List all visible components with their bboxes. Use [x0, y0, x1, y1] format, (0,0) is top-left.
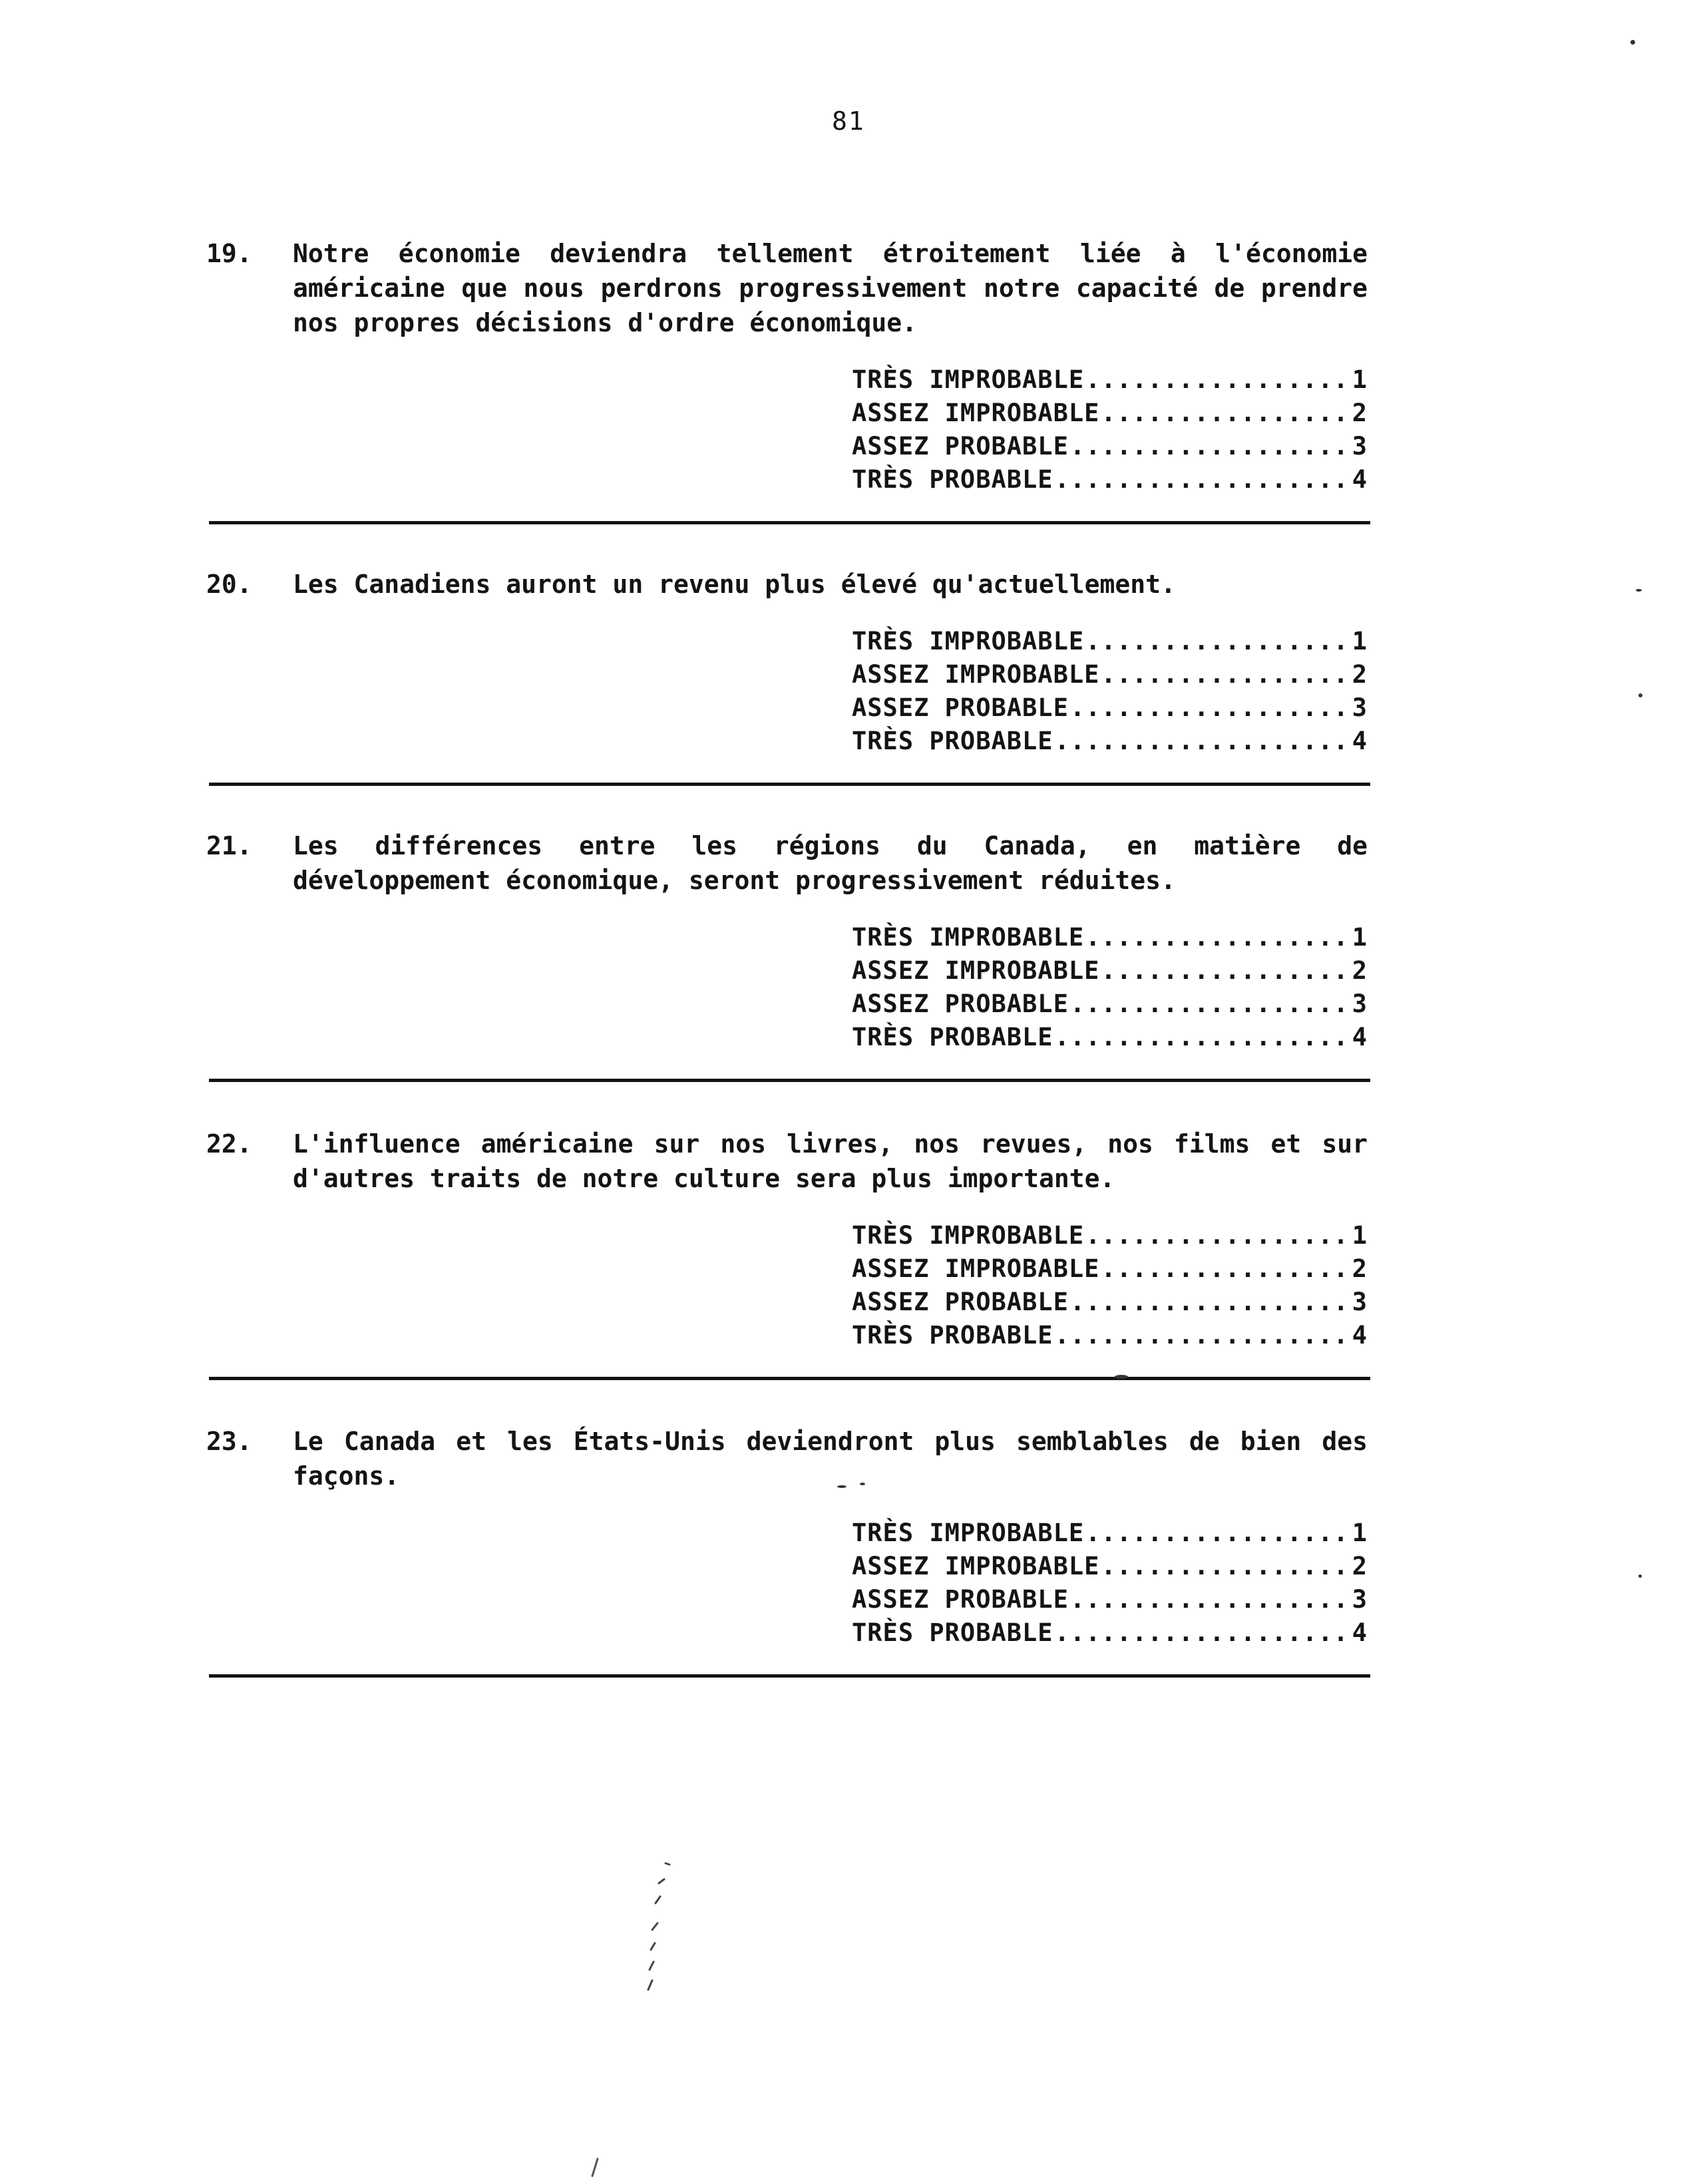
question-header	[206, 236, 1368, 340]
option-label: ASSEZ PROBABLE	[852, 1585, 1069, 1614]
option-label: ASSEZ IMPROBABLE	[852, 956, 1100, 985]
question-header	[206, 828, 1368, 898]
option-label: ASSEZ IMPROBABLE	[852, 660, 1100, 689]
option-code: 1	[1352, 1221, 1368, 1250]
option-label: TRÈS PROBABLE	[852, 727, 1053, 755]
leader-dots	[1055, 1321, 1351, 1350]
leader-dots	[1070, 432, 1351, 460]
option-code: 3	[1352, 432, 1368, 460]
leader-dots	[1085, 1221, 1351, 1250]
option-label: TRÈS IMPROBABLE	[852, 1221, 1085, 1250]
option-code: 3	[1352, 1288, 1368, 1316]
option-label: TRÈS PROBABLE	[852, 1618, 1053, 1647]
option-label: TRÈS PROBABLE	[852, 465, 1053, 494]
scan-speck	[1636, 589, 1642, 592]
question-23	[206, 1424, 1368, 1678]
scan-speck	[1115, 1375, 1128, 1379]
leader-dots	[1055, 727, 1351, 755]
option-code: 1	[1352, 365, 1368, 394]
option-code: 3	[1352, 693, 1368, 722]
option-tres-probable	[852, 465, 1368, 498]
option-assez-improbable	[852, 660, 1368, 693]
option-code: 2	[1352, 956, 1368, 985]
pencil-mark	[619, 1850, 699, 2070]
option-tres-probable	[852, 1023, 1368, 1056]
option-assez-improbable	[852, 1254, 1368, 1288]
scan-speck	[1630, 40, 1635, 45]
option-code: 2	[1352, 660, 1368, 689]
option-code: 4	[1352, 465, 1368, 494]
question-20	[206, 567, 1368, 786]
option-assez-improbable	[852, 956, 1368, 990]
option-label: TRÈS PROBABLE	[852, 1321, 1053, 1350]
option-tres-improbable	[852, 1221, 1368, 1254]
option-label: TRÈS IMPROBABLE	[852, 1519, 1085, 1547]
option-label: TRÈS IMPROBABLE	[852, 923, 1085, 952]
answer-options	[852, 1221, 1368, 1354]
option-code: 2	[1352, 1254, 1368, 1283]
answer-options	[852, 365, 1368, 498]
option-assez-probable	[852, 693, 1368, 727]
option-assez-improbable	[852, 399, 1368, 432]
option-label: TRÈS IMPROBABLE	[852, 365, 1085, 394]
option-assez-probable	[852, 432, 1368, 465]
question-21	[206, 828, 1368, 1082]
leader-dots	[1085, 365, 1351, 394]
question-text: L'influence américaine sur nos livres, nos revues, nos films et sur d'autres traits de notre culture sera plus importante.	[293, 1129, 1368, 1193]
leader-dots	[1070, 693, 1351, 722]
option-label: ASSEZ PROBABLE	[852, 1288, 1069, 1316]
option-assez-probable	[852, 990, 1368, 1023]
question-text: Notre économie deviendra tellement étroitement liée à l'économie américaine que nous perdrons progressivement notre capacité de prendre nos propres décisions d'ordre économique.	[293, 239, 1368, 337]
question-number: 19.	[206, 239, 252, 268]
leader-dots	[1101, 399, 1350, 427]
option-label: ASSEZ PROBABLE	[852, 693, 1069, 722]
option-tres-improbable	[852, 923, 1368, 956]
pencil-mark	[586, 2156, 606, 2183]
question-22	[206, 1127, 1368, 1380]
leader-dots	[1101, 660, 1350, 689]
question-header	[206, 1127, 1368, 1196]
option-label: ASSEZ PROBABLE	[852, 990, 1069, 1018]
section-divider	[209, 783, 1370, 786]
question-text: Les différences entre les régions du Canada, en matière de développement économique, seront progressivement réduites.	[293, 831, 1368, 895]
option-label: ASSEZ IMPROBABLE	[852, 1552, 1100, 1580]
leader-dots	[1101, 1254, 1350, 1283]
option-code: 4	[1352, 1023, 1368, 1051]
scan-speck	[860, 1483, 865, 1485]
option-label: ASSEZ IMPROBABLE	[852, 1254, 1100, 1283]
section-divider	[209, 1674, 1370, 1678]
option-tres-probable	[852, 727, 1368, 760]
option-label: TRÈS IMPROBABLE	[852, 627, 1085, 655]
question-number: 20.	[206, 570, 252, 599]
option-label: TRÈS PROBABLE	[852, 1023, 1053, 1051]
leader-dots	[1085, 923, 1351, 952]
option-assez-improbable	[852, 1552, 1368, 1585]
answer-options	[852, 627, 1368, 760]
leader-dots	[1101, 956, 1350, 985]
option-tres-improbable	[852, 1519, 1368, 1552]
option-code: 3	[1352, 1585, 1368, 1614]
leader-dots	[1070, 1585, 1351, 1614]
option-code: 4	[1352, 727, 1368, 755]
leader-dots	[1085, 627, 1351, 655]
question-19	[206, 236, 1368, 524]
leader-dots	[1085, 1519, 1351, 1547]
answer-options	[852, 1519, 1368, 1652]
leader-dots	[1055, 1023, 1351, 1051]
section-divider	[209, 521, 1370, 524]
question-text: Le Canada et les États-Unis deviendront plus semblables de bien des façons.	[293, 1427, 1368, 1491]
option-code: 1	[1352, 627, 1368, 655]
option-code: 1	[1352, 923, 1368, 952]
question-header	[206, 1424, 1368, 1493]
option-tres-improbable	[852, 365, 1368, 399]
option-code: 1	[1352, 1519, 1368, 1547]
answer-options	[852, 923, 1368, 1056]
question-number: 23.	[206, 1427, 252, 1456]
scan-speck	[837, 1485, 847, 1488]
question-header	[206, 567, 1368, 602]
leader-dots	[1070, 990, 1351, 1018]
option-tres-probable	[852, 1618, 1368, 1652]
option-code: 4	[1352, 1321, 1368, 1350]
leader-dots	[1055, 1618, 1351, 1647]
option-assez-probable	[852, 1585, 1368, 1618]
leader-dots	[1055, 465, 1351, 494]
section-divider	[209, 1377, 1370, 1380]
option-tres-probable	[852, 1321, 1368, 1354]
option-code: 4	[1352, 1618, 1368, 1647]
question-number: 22.	[206, 1129, 252, 1159]
section-divider	[209, 1079, 1370, 1082]
option-label: ASSEZ IMPROBABLE	[852, 399, 1100, 427]
question-number: 21.	[206, 831, 252, 860]
option-code: 3	[1352, 990, 1368, 1018]
scan-speck	[1638, 1574, 1642, 1578]
scan-speck	[1638, 693, 1642, 697]
question-text: Les Canadiens auront un revenu plus élevé qu'actuellement.	[293, 570, 1176, 599]
option-code: 2	[1352, 399, 1368, 427]
leader-dots	[1101, 1552, 1350, 1580]
option-tres-improbable	[852, 627, 1368, 660]
option-label: ASSEZ PROBABLE	[852, 432, 1069, 460]
option-code: 2	[1352, 1552, 1368, 1580]
leader-dots	[1070, 1288, 1351, 1316]
option-assez-probable	[852, 1288, 1368, 1321]
page-number: 81	[832, 106, 865, 136]
